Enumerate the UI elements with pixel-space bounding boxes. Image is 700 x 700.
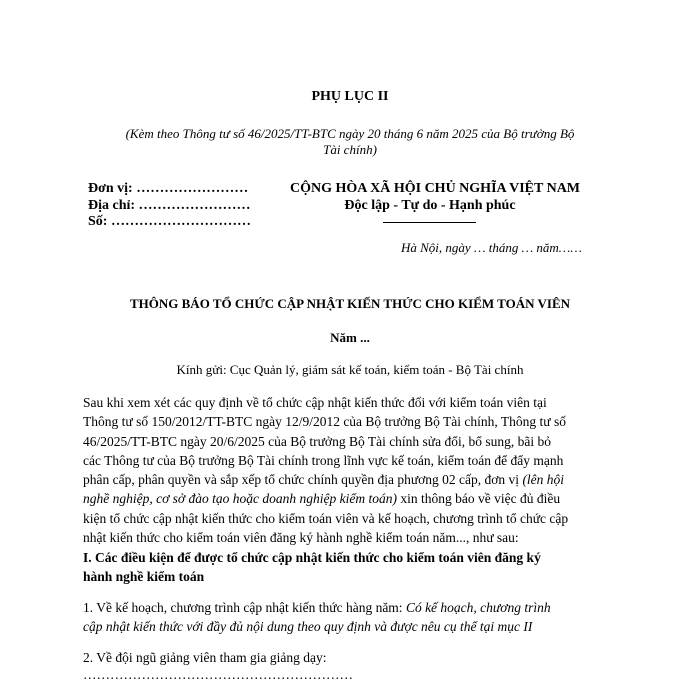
item-line: cập nhật kiến thức với đầy đủ nội dung theo quy định và được nêu cụ thể tại mục II [83, 619, 533, 634]
paragraph-line [83, 470, 618, 489]
intro-paragraph [83, 393, 618, 547]
paragraph-line: kiện tổ chức cập nhật kiến thức cho kiểm toán viên và kế hoạch, chương trình tổ chức cập [83, 510, 569, 526]
item-2: 2. Về đội ngũ giảng viên tham gia giảng dạy: [83, 650, 327, 665]
document-number-field: Số: ………………………… [88, 214, 251, 229]
dotted-placeholder: …………………………………………………… [83, 667, 353, 682]
motto-underline [383, 222, 476, 223]
item-line [83, 598, 551, 617]
date-line: Hà Nội, ngày … tháng … năm…… [401, 240, 582, 255]
paragraph-text: phân cấp, phân quyền và sắp xếp tổ chức chính quyền địa phương 02 cấp, đơn vị [83, 472, 520, 488]
document-title: THÔNG BÁO TỔ CHỨC CẬP NHẬT KIẾN THỨC CHO KIỂM TOÁN VIÊN [129, 296, 571, 311]
paragraph-line [83, 489, 618, 508]
item-italic-text: Có kế hoạch, chương trình [405, 600, 551, 615]
paragraph-text: xin thông báo về việc đủ điều [400, 491, 561, 507]
paragraph-line: Sau khi xem xét các quy định về tổ chức cập nhật kiến thức đối với kiểm toán viên tại [83, 395, 547, 410]
paragraph-line: các Thông tư của Bộ trưởng Bộ Tài chính trong lĩnh vực kế toán, kiểm toán để đẩy mạnh [83, 452, 564, 468]
item-text: 1. Về kế hoạch, chương trình cập nhật kiến thức hàng năm: [83, 600, 403, 615]
national-motto: Độc lập - Tự do - Hạnh phúc [344, 198, 516, 213]
national-title: CỘNG HÒA XÃ HỘI CHỦ NGHĨA VIỆT NAM [290, 181, 581, 196]
paragraph-line: 46/2025/TT-BTC ngày 20/6/2025 của Bộ trưởng Bộ Tài chính sửa đổi, bổ sung, bãi bỏ [83, 433, 551, 449]
unit-field: Đơn vị: …………………… [88, 181, 249, 196]
appendix-title: PHỤ LỤC II [311, 89, 389, 104]
paragraph-italic-text: nghề nghiệp, cơ sở đào tạo hoặc doanh nghiệp kiểm toán) [83, 491, 397, 507]
paragraph-line: nhật kiến thức cho kiểm toán viên đăng ký hành nghề kiểm toán năm..., như sau: [83, 530, 519, 546]
appendix-subtitle-line1: (Kèm theo Thông tư số 46/2025/TT-BTC ngày 20 tháng 6 năm 2025 của Bộ trưởng Bộ [125, 126, 575, 141]
address-field: Địa chỉ: …………………… [88, 198, 251, 213]
section-heading-line: hành nghề kiểm toán [83, 569, 205, 584]
paragraph-italic-text: (lên hội [522, 472, 565, 488]
section-heading [83, 548, 541, 586]
recipient-line: Kính gửi: Cục Quản lý, giám sát kế toán, kiểm toán - Bộ Tài chính [176, 362, 524, 377]
section-heading-line: I. Các điều kiện để được tổ chức cập nhật kiến thức cho kiểm toán viên đăng ký [83, 550, 541, 565]
appendix-subtitle-line2: Tài chính) [323, 142, 377, 157]
document-year: Năm ... [330, 330, 370, 345]
item-1 [83, 598, 551, 636]
paragraph-line: Thông tư số 150/2012/TT-BTC ngày 12/9/2012 của Bộ trưởng Bộ Tài chính, Thông tư số [83, 414, 566, 430]
